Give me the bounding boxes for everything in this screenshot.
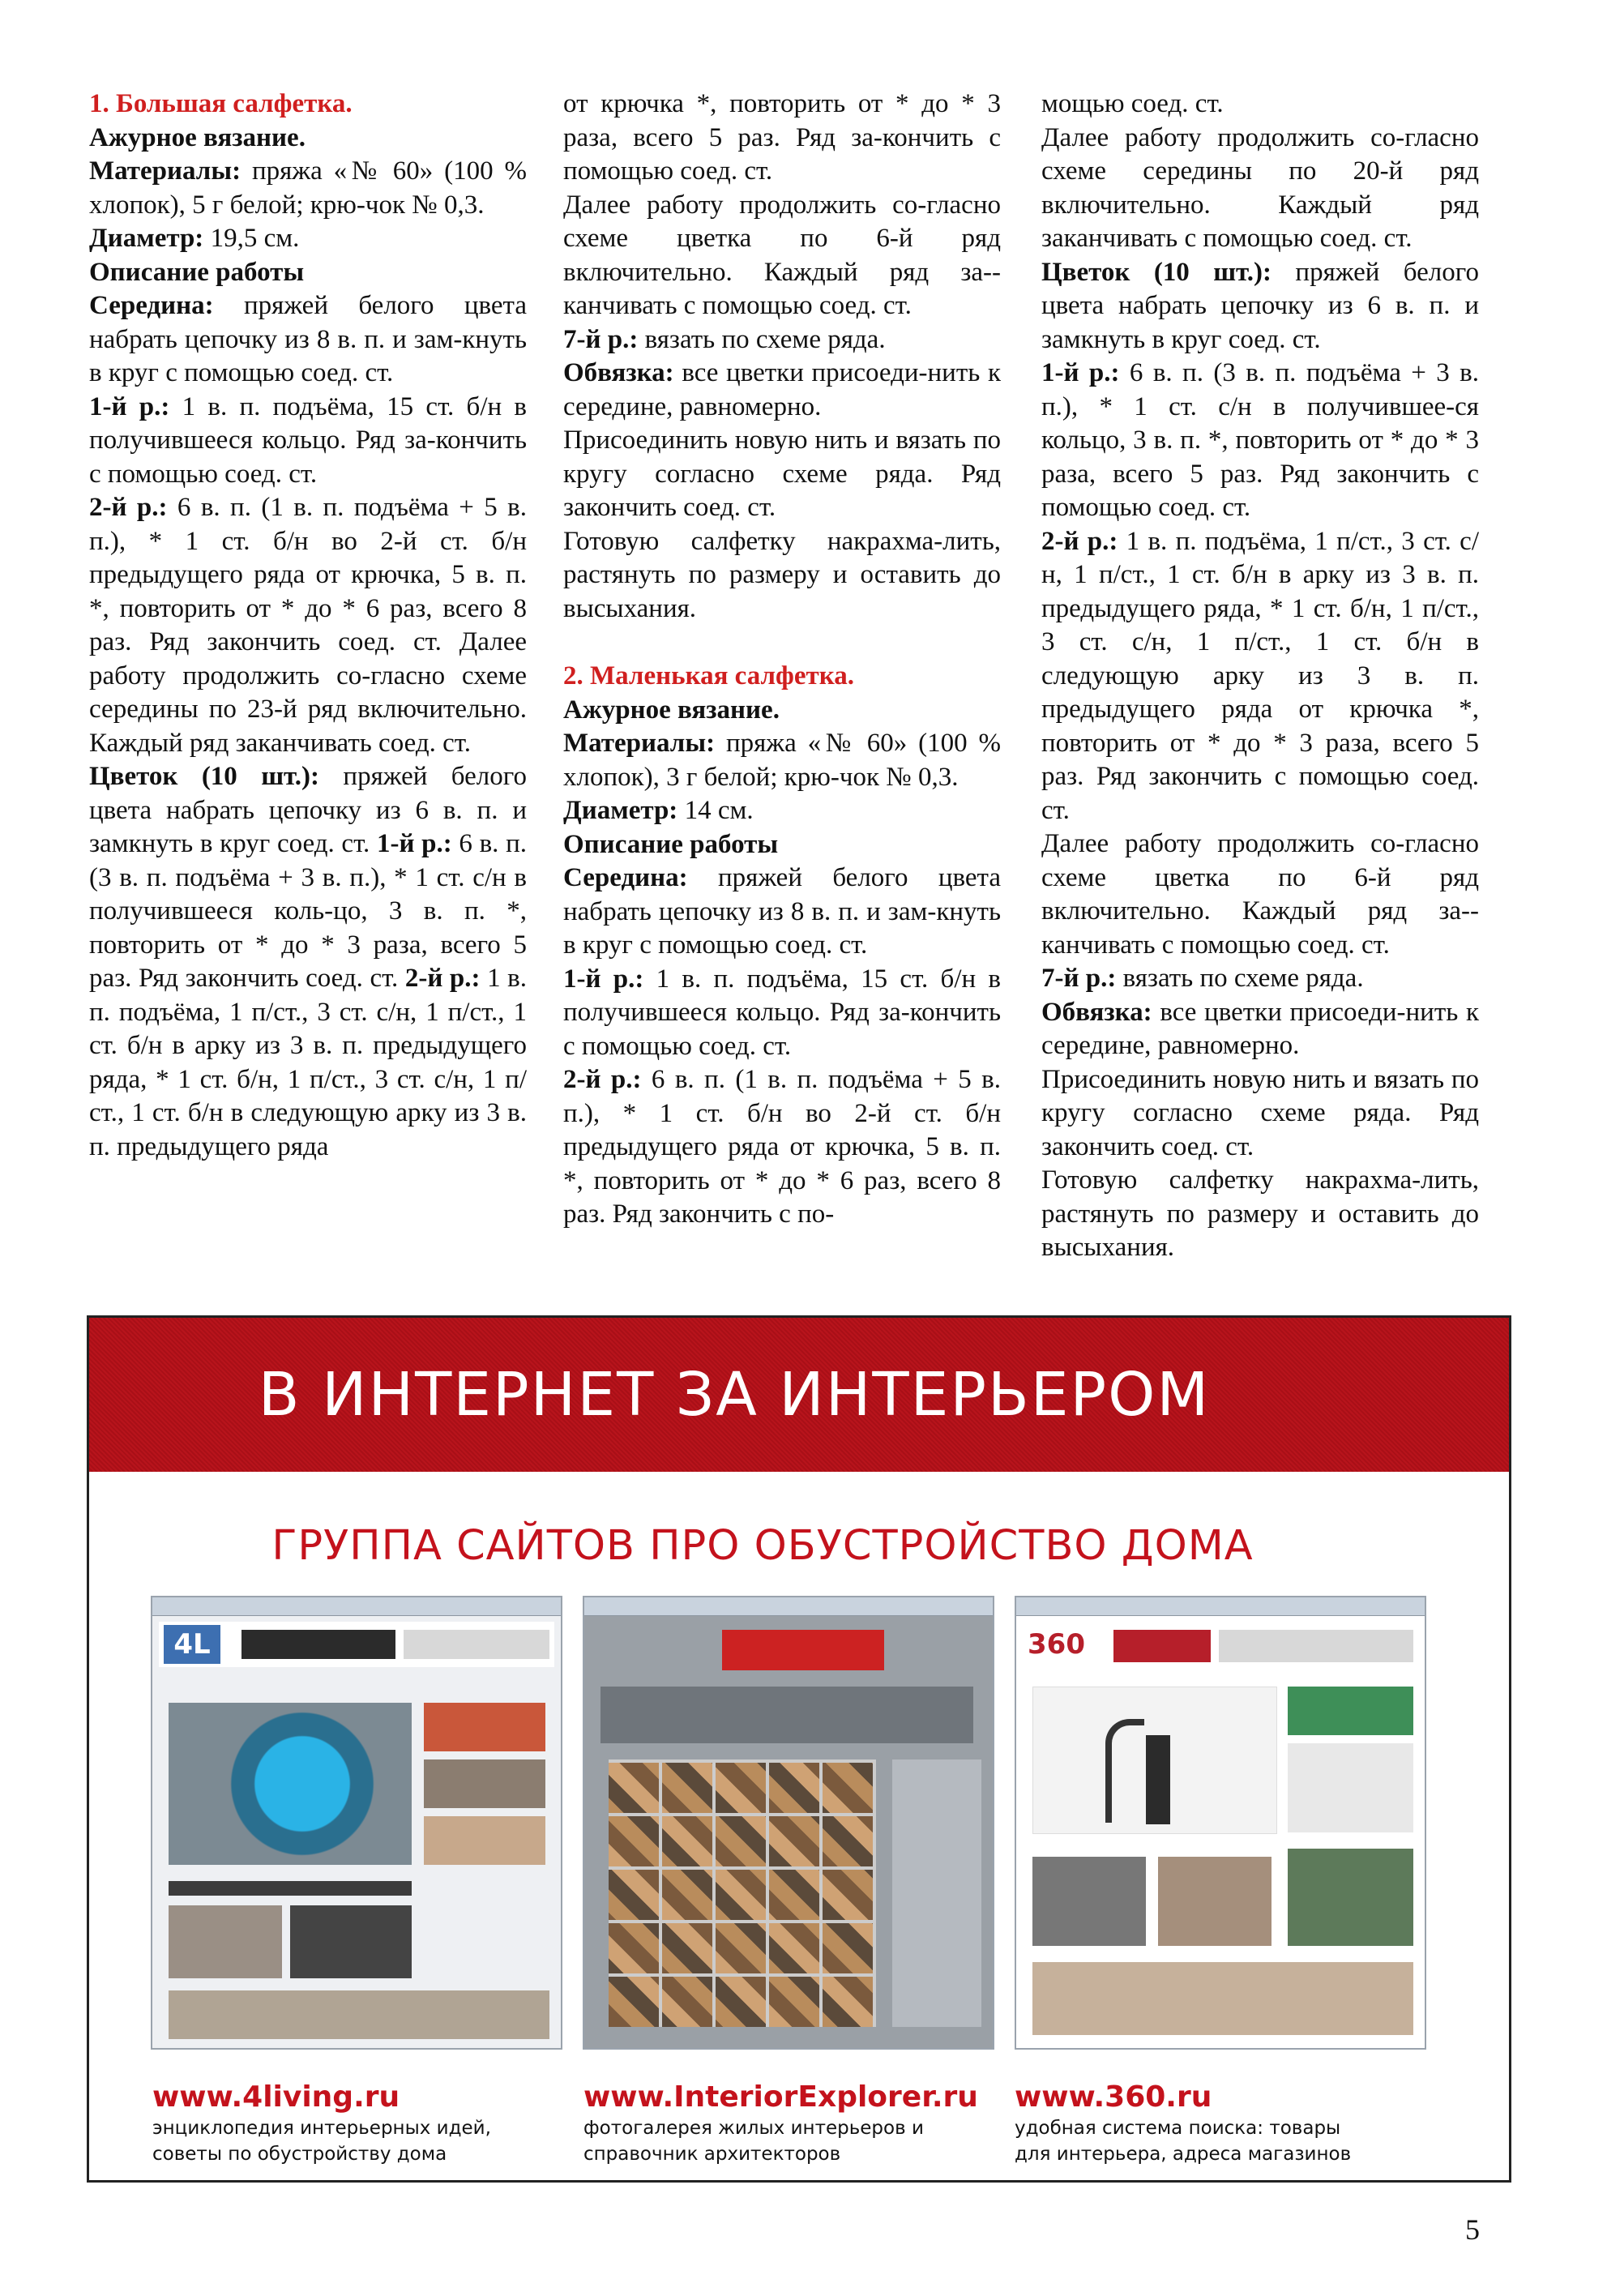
article-column-2 (563, 88, 1001, 1232)
paragraph: Материалы: пряжа «№ 60» (100 % хлопок), 5 г белой; крю-чок № 0,3. (89, 156, 527, 220)
term-label: Обвязка: (1041, 997, 1152, 1027)
site-description: фотогалерея жилых интерьеров и (583, 2118, 924, 2139)
term-label: Середина: (89, 291, 214, 320)
term-label: 1-й р.: (89, 391, 170, 421)
term-label: Материалы: (563, 729, 716, 758)
section-subheading: Описание работы (89, 257, 305, 287)
term-label: 7-й р.: (563, 324, 639, 354)
website-screenshot-4living (151, 1596, 562, 2050)
article-column-1 (89, 88, 527, 1164)
ad-banner (89, 1318, 1509, 1472)
term-label: 1-й р.: (563, 964, 644, 994)
paragraph: Обвязка: все цветки присоеди-нить к середине, равномерно. (1041, 997, 1479, 1060)
paragraph: 2-й р.: 6 в. п. (1 в. п. подъёма + 5 в. п.), * 1 ст. б/н во 2-й ст. б/н предыдущего ряда от крючка, 5 в. п. *, повторить от * до * 6 раз, всего 8 раз. Ряд закончить соед. ст. Далее работу продолжить со-гласно схеме середины по 23-й ряд включительно. Каждый ряд заканчивать соед. ст. (89, 493, 527, 758)
paragraph: Присоединить новую нить и вязать по кругу согласно схеме ряда. Ряд закончить соед. ст. (563, 425, 1001, 522)
paragraph: Диаметр: 19,5 см. (89, 224, 300, 253)
term-label: 1-й р.: (1041, 358, 1120, 387)
site-info-4living (152, 2080, 574, 2167)
paragraph: мощью соед. ст. (1041, 89, 1224, 118)
paragraph: от крючка *, повторить от * до * 3 раза, всего 5 раз. Ряд за-кончить с помощью соед. ст. (563, 89, 1001, 186)
paragraph: 2-й р.: 6 в. п. (1 в. п. подъёма + 5 в. п.), * 1 ст. б/н во 2-й ст. б/н предыдущего ряда от крючка, 5 в. п. *, повторить от * до * 6 раз, всего 8 раз. Ряд закончить с по- (563, 1065, 1001, 1229)
ad-subtitle: ГРУППА САЙТОВ ПРО ОБУСТРОЙСТВО ДОМА (271, 1522, 1254, 1570)
paragraph: Цветок (10 шт.): пряжей белого цвета набрать цепочку из 6 в. п. и замкнуть в круг соед. ст. 1-й р.: 6 в. п. (3 в. п. подъёма + 3 в. п.), * 1 ст. с/н в получившееся коль-цо, 3 в. п. *, повторить от * до * 3 раза, всего 5 раз. Ряд закончить соед. ст. 2-й р.: 1 в. п. подъёма, 1 п/ст., 3 ст. с/н, 1 п/ст., 1 ст. б/н в арку из 3 в. п. предыдущего ряда, * 1 ст. б/н, 1 п/ст., 3 ст. с/н, 1 п/ст., 1 ст. б/н в следующую арку из 3 в. п. предыдущего ряда (89, 762, 527, 1161)
section-subheading: Ажурное вязание. (89, 122, 306, 152)
site-info-interiorexplorer (583, 2080, 1005, 2167)
paragraph: Середина: пряжей белого цвета набрать цепочку из 8 в. п. и зам-кнуть в круг с помощью соед. ст. (563, 863, 1001, 960)
term-label: Диаметр: (89, 224, 204, 253)
paragraph: Обвязка: все цветки присоеди-нить к середине, равномерно. (563, 358, 1001, 421)
section-subheading: Описание работы (563, 829, 779, 859)
paragraph: 1-й р.: 6 в. п. (3 в. п. подъёма + 3 в. п.), * 1 ст. с/н в получившее-ся кольцо, 3 в. п. *, повторить от * до * 3 раза, всего 5 раз. Ряд закончить с помощью соед. ст. (1041, 358, 1479, 522)
paragraph: Далее работу продолжить со-гласно схеме цветка по 6-й ряд включительно. Каждый ряд за-канчивать с помощью соед. ст. (563, 190, 1001, 320)
paragraph: 1-й р.: 1 в. п. подъёма, 15 ст. б/н в получившееся кольцо. Ряд за-кончить с помощью соед. ст. (89, 391, 527, 489)
paragraph: Цветок (10 шт.): пряжей белого цвета набрать цепочку из 6 в. п. и замкнуть в круг соед. ст. (1041, 257, 1479, 354)
paragraph: Далее работу продолжить со-гласно схеме середины по 20-й ряд включительно. Каждый ряд заканчивать с помощью соед. ст. (1041, 122, 1479, 253)
advertisement (87, 1315, 1511, 2183)
term-label: Цветок (10 шт.): (1041, 257, 1272, 287)
section-title: 1. Большая салфетка. (89, 89, 353, 118)
section-title: 2. Маленькая салфетка. (563, 661, 854, 691)
paragraph: 7-й р.: вязать по схеме ряда. (563, 324, 886, 354)
term-label: 2-й р.: (1041, 526, 1118, 556)
site-logo-4living: 4L (164, 1625, 220, 1664)
paragraph: Далее работу продолжить со-гласно схеме цветка по 6-й ряд включительно. Каждый ряд за-канчивать с помощью соед. ст. (1041, 829, 1479, 960)
paragraph: Готовую салфетку накрахма-лить, растянуть по размеру и оставить до высыхания. (563, 526, 1001, 623)
website-screenshot-interiorexplorer (583, 1596, 994, 2050)
website-screenshot-360 (1015, 1596, 1426, 2050)
term-label: 2-й р.: (404, 964, 481, 993)
term-label: 7-й р.: (1041, 964, 1117, 993)
site-description: для интерьера, адреса магазинов (1015, 2144, 1352, 2165)
site-logo-360: 360 (1028, 1628, 1085, 1661)
paragraph: Середина: пряжей белого цвета набрать цепочку из 8 в. п. и зам-кнуть в круг с помощью соед. ст. (89, 291, 527, 387)
page-number: 5 (1465, 2213, 1480, 2246)
term-label: 1-й р.: (376, 829, 452, 858)
term-label: Середина: (563, 863, 688, 892)
term-label: 2-й р.: (563, 1065, 642, 1094)
site-description: удобная система поиска: товары (1015, 2118, 1341, 2139)
site-url[interactable]: www.360.ru (1015, 2080, 1212, 2114)
paragraph: Присоединить новую нить и вязать по кругу согласно схеме ряда. Ряд закончить соед. ст. (1041, 1064, 1479, 1161)
term-label: Обвязка: (563, 358, 674, 387)
term-label: Диаметр: (563, 796, 678, 825)
term-label: 2-й р.: (89, 493, 168, 522)
section-subheading: Ажурное вязание. (563, 695, 780, 725)
article-column-3 (1041, 88, 1479, 1265)
site-info-360 (1015, 2080, 1436, 2167)
paragraph: 1-й р.: 1 в. п. подъёма, 15 ст. б/н в получившееся кольцо. Ряд за-кончить с помощью соед. ст. (563, 964, 1001, 1061)
ad-title: В ИНТЕРНЕТ ЗА ИНТЕРЬЕРОМ (258, 1360, 1211, 1430)
paragraph: 7-й р.: вязать по схеме ряда. (1041, 964, 1364, 993)
paragraph: 2-й р.: 1 в. п. подъёма, 1 п/ст., 3 ст. с/н, 1 п/ст., 1 ст. б/н в арку из 3 в. п. предыдущего ряда, * 1 ст. б/н, 1 п/ст., 3 ст. с/н, 1 п/ст., 1 ст. б/н в следующую арку из 3 в. п. предыдущего ряда от крючка *, повторить от * до * 3 раза, всего 5 раз. Ряд закончить с помощью соед. ст. (1041, 526, 1479, 825)
paragraph: Материалы: пряжа «№ 60» (100 % хлопок), 3 г белой; крю-чок № 0,3. (563, 729, 1001, 792)
site-description: справочник архитекторов (583, 2144, 841, 2165)
paragraph: Диаметр: 14 см. (563, 796, 754, 825)
site-description: советы по обустройству дома (152, 2144, 447, 2165)
site-description: энциклопедия интерьерных идей, (152, 2118, 491, 2139)
term-label: Материалы: (89, 156, 241, 186)
paragraph: Готовую салфетку накрахма-лить, растянуть по размеру и оставить до высыхания. (1041, 1165, 1479, 1262)
site-url[interactable]: www.4living.ru (152, 2080, 400, 2114)
term-label: Цветок (10 шт.): (89, 762, 320, 791)
site-url[interactable]: www.InteriorExplorer.ru (583, 2080, 978, 2114)
